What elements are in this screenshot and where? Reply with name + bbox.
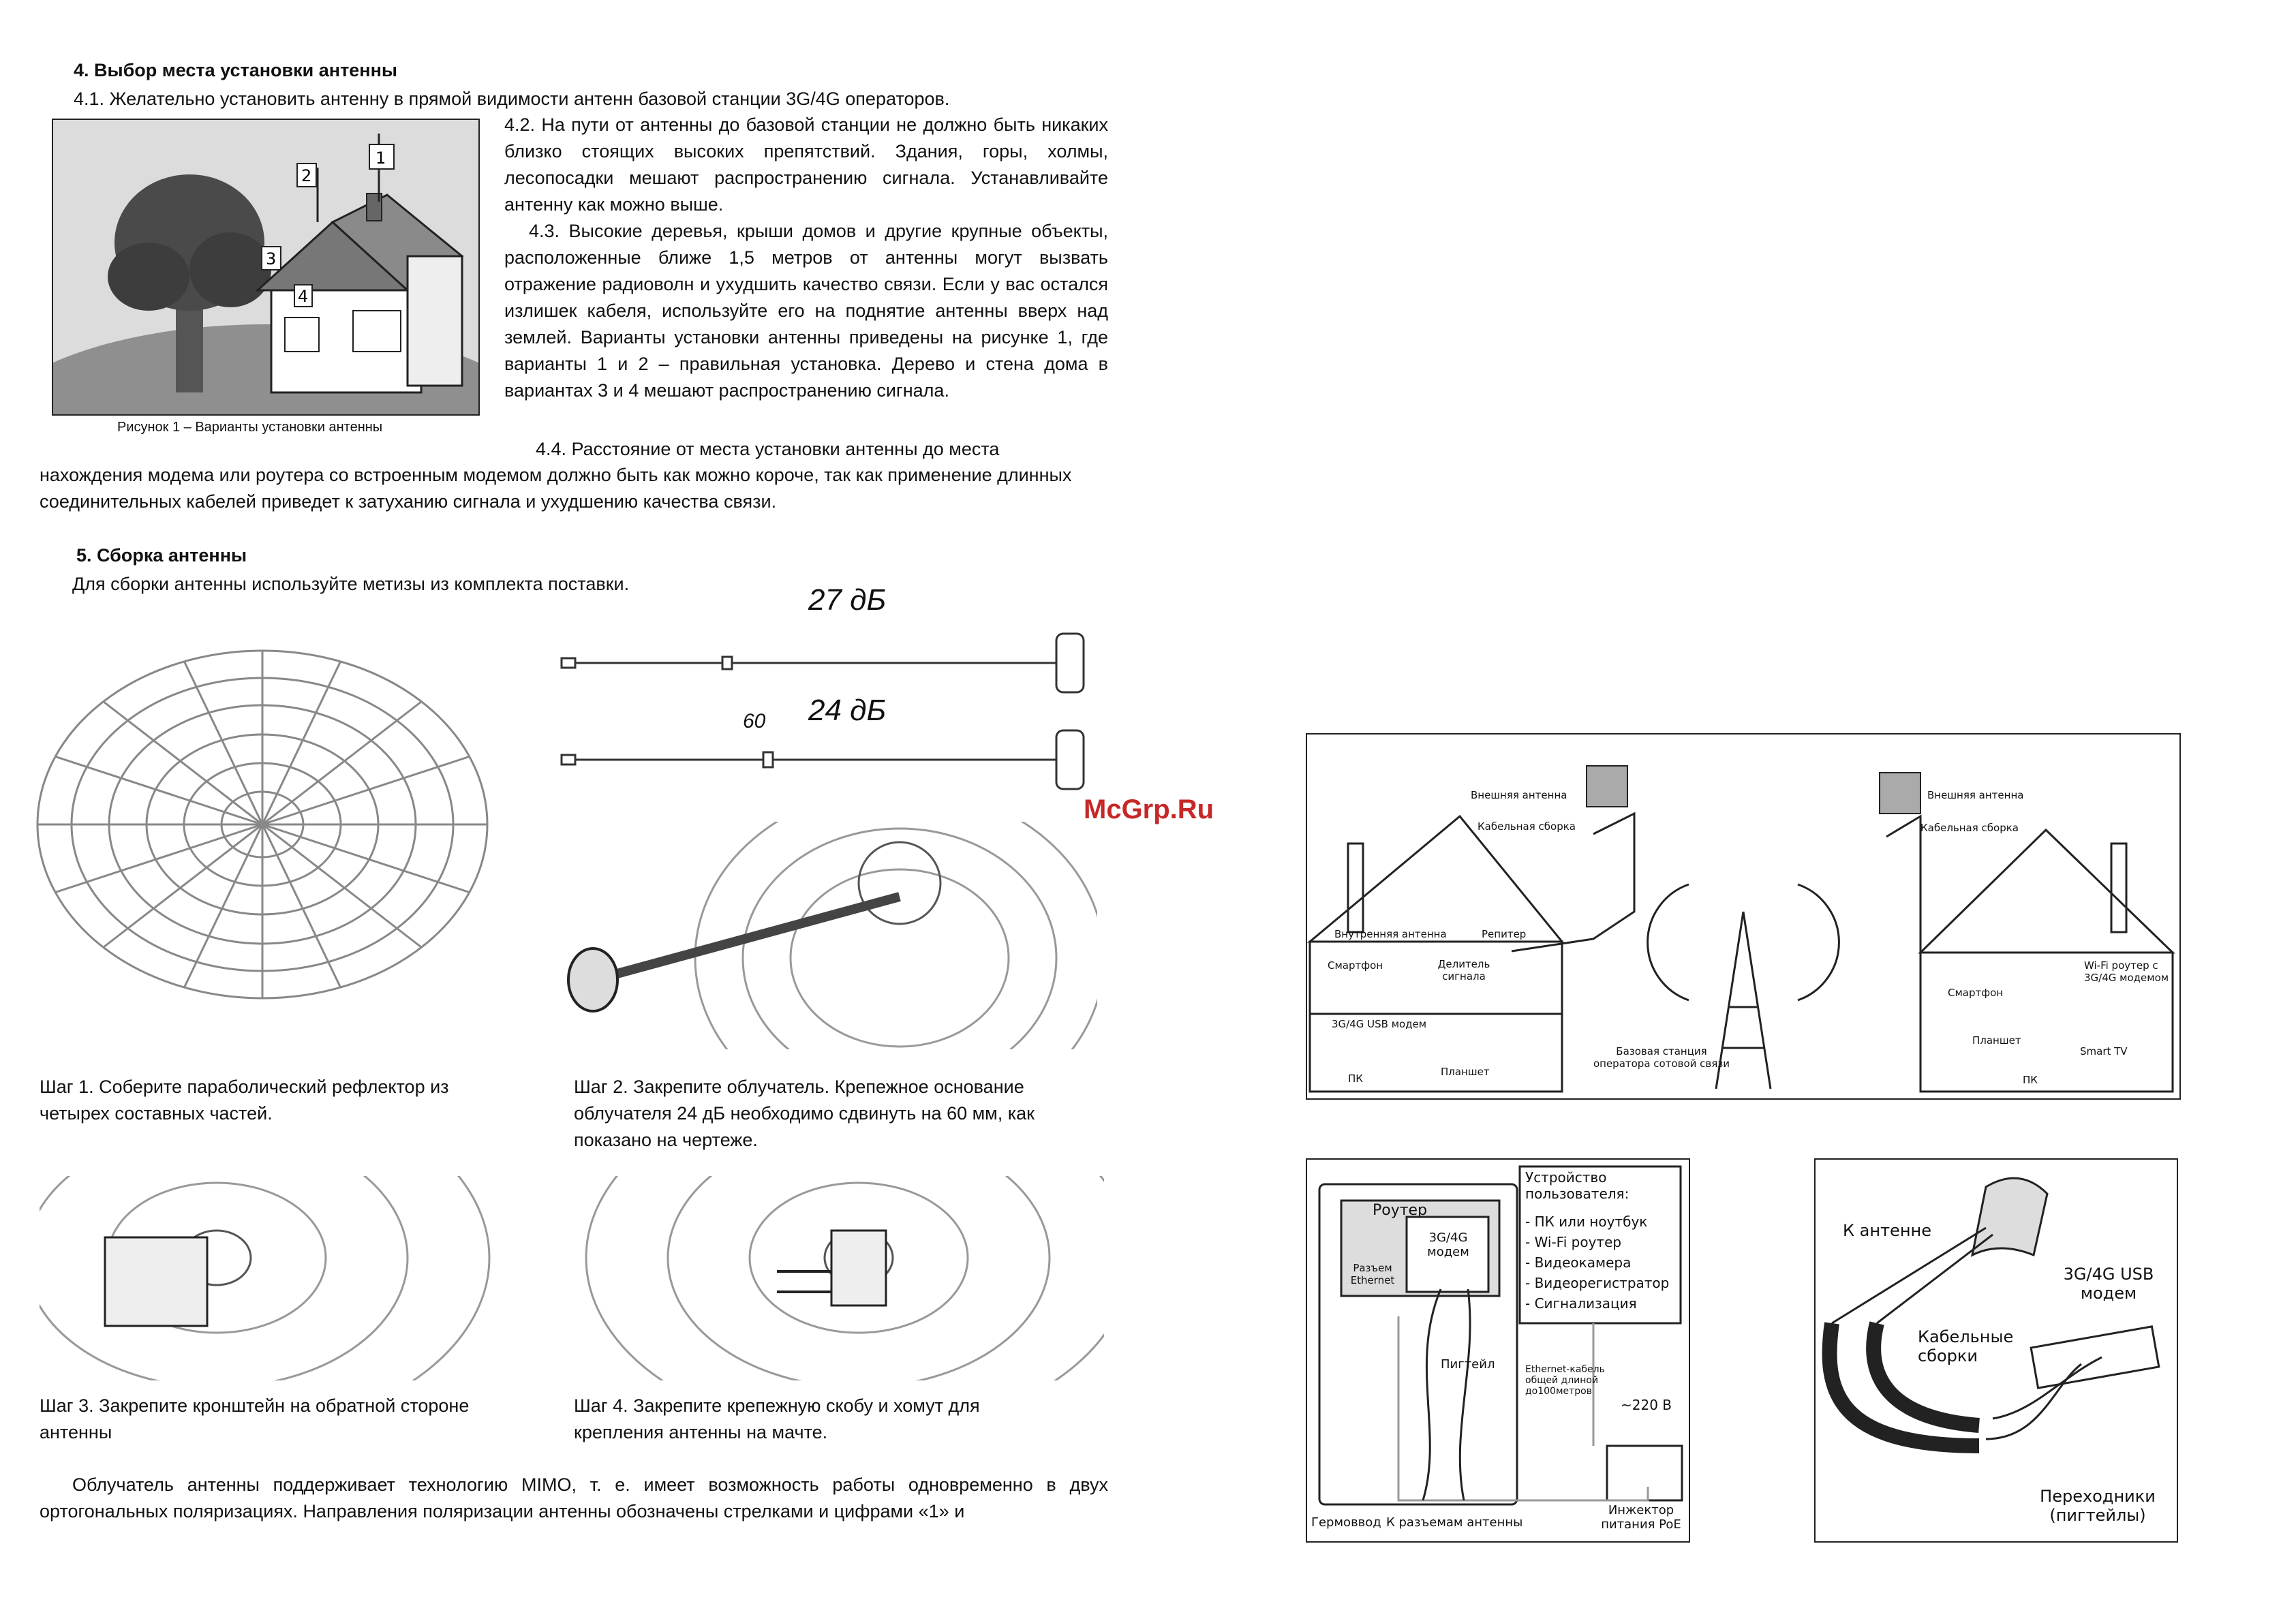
label-voltage: ~220 В (1621, 1397, 1672, 1413)
step2-svg (559, 822, 1097, 1049)
section5-intro: Для сборки антенны используйте метизы из комплекта поставки. (72, 574, 630, 594)
label-to-antenna: К антенне (1843, 1221, 1931, 1240)
router-diagram (1306, 1158, 1690, 1543)
label-ethernet-port: Разъем Ethernet (1350, 1262, 1395, 1286)
label-poe: Инжектор питания PoE (1601, 1503, 1681, 1532)
step1-text: Шаг 1. Соберите параболический рефлектор из четырех составных частей. (40, 1077, 449, 1124)
label-cable-right: Кабельная сборка (1920, 822, 2019, 834)
label-adapters: Переходники (пигтейлы) (2040, 1487, 2156, 1525)
houses-diagram (1306, 733, 2181, 1100)
step4-svg (572, 1176, 1104, 1380)
label-ethernet-cable: Ethernet-кабель общей длиной до100метров (1525, 1364, 1605, 1397)
paragraph-4-2: 4.2. На пути от антенны до базовой станции не должно быть никаких близко стоящих высоких препятствий. Здания, горы, холмы, лесопосадки мешают распространению сигнала. Устанавливайте антенну как можно выше. (504, 114, 1108, 215)
label-smart-tv: Smart TV (2080, 1045, 2128, 1057)
marker-3: 3 (266, 249, 277, 268)
marker-2: 2 (301, 166, 312, 185)
marker-1: 1 (376, 149, 386, 168)
gain-24-label: 24 дБ (808, 694, 887, 727)
label-pc-right: ПК (2023, 1074, 2038, 1086)
offset-60-label: 60 (743, 710, 766, 732)
label-to-connectors: К разъемам антенны (1386, 1515, 1523, 1530)
step3-svg (40, 1176, 517, 1380)
figure-1-illustration (53, 120, 478, 414)
usb-diagram (1814, 1158, 2178, 1543)
reflector-svg (27, 640, 498, 1070)
figure-1 (52, 119, 480, 416)
label-ext-antenna-left: Внешняя антенна (1471, 789, 1567, 801)
step4-text: Шаг 4. Закрепите крепежную скобу и хомут для крепления антенны на мачте. (574, 1395, 980, 1442)
user-device-item: - Видеорегистратор (1525, 1275, 1670, 1291)
label-tablet-left: Планшет (1441, 1066, 1490, 1078)
label-int-antenna: Внутренняя антенна (1334, 928, 1447, 940)
label-tablet-right: Планшет (1972, 1034, 2021, 1047)
section4-heading: 4. Выбор места установки антенны (74, 60, 397, 80)
label-usb-modem-left: 3G/4G USB модем (1332, 1018, 1427, 1030)
watermark: McGrp.Ru (1084, 794, 1214, 824)
label-ext-antenna-right: Внешняя антенна (1927, 789, 2024, 801)
section5-heading: 5. Сборка антенны (76, 545, 247, 566)
label-splitter: Делитель сигнала (1437, 958, 1490, 983)
label-smartphone-left: Смартфон (1328, 959, 1383, 972)
houses-svg (1307, 735, 2179, 1098)
reflector-front-drawing (27, 640, 498, 1070)
step3-text: Шаг 3. Закрепите кронштейн на обратной стороне антенны (40, 1395, 470, 1442)
user-device-item: - ПК или ноутбук (1525, 1214, 1648, 1230)
label-smartphone-right: Смартфон (1948, 987, 2004, 999)
paragraph-4-4-start: 4.4. Расстояние от места установки антенны до места (536, 439, 1000, 459)
mimo-paragraph: Облучатель антенны поддерживает технологию MIMO, т. е. имеет возможность работы одновременно в двух ортогональных поляризациях. Направления поляризации антенны обозначены стрелками и цифрами «1» и (40, 1474, 1108, 1521)
step3-drawing (40, 1176, 517, 1380)
step2-drawing (559, 822, 1097, 1049)
label-pc-left: ПК (1348, 1072, 1363, 1085)
paragraph-4-3: 4.3. Высокие деревья, крыши домов и другие крупные объекты, расположенные ближе 1,5 метров от антенны могут вызвать отражение радиоволн и ухудшить качество связи. Если у вас остался излишек кабеля, используйте его на поднятие антенны вверх над землей. Варианты установки антенны приведены на рисунке 1, где варианты 1 и 2 – правильная установка. Дерево и стена дома в вариантах 3 и 4 мешают распространению сигнала. (504, 221, 1108, 401)
label-router: Роутер (1373, 1202, 1428, 1219)
label-wifi-router: Wi-Fi роутер с 3G/4G модемом (2084, 959, 2169, 984)
label-usb-modem: 3G/4G USB модем (2063, 1265, 2154, 1303)
step4-drawing (572, 1176, 1104, 1380)
marker-4: 4 (298, 287, 309, 306)
label-repeater: Репитер (1482, 928, 1527, 940)
label-base-station: Базовая станция оператора сотовой связи (1593, 1045, 1730, 1070)
label-modem: 3G/4G модем (1427, 1231, 1469, 1259)
label-cable-left: Кабельная сборка (1478, 820, 1576, 833)
label-cables: Кабельные сборки (1918, 1327, 2014, 1365)
paragraph-4-1: 4.1. Желательно установить антенну в прямой видимости антенн базовой станции 3G/4G операторов. (74, 89, 950, 109)
user-device-item: - Wi-Fi роутер (1525, 1234, 1622, 1250)
gain-27-label: 27 дБ (808, 583, 887, 617)
user-device-item: - Видеокамера (1525, 1254, 1632, 1271)
user-device-item: - Сигнализация (1525, 1295, 1637, 1312)
figure-1-caption: Рисунок 1 – Варианты установки антенны (117, 420, 383, 435)
label-pigtail: Пигтейл (1441, 1357, 1495, 1372)
paragraph-4-4-rest: нахождения модема или роутера со встроенным модемом должно быть как можно короче, так как применение длинных соединительных кабелей приведет к затуханию сигнала и ухудшению качества связи. (40, 465, 1072, 512)
step2-text: Шаг 2. Закрепите облучатель. Крепежное основание облучателя 24 дБ необходимо сдвинуть на 60 мм, как показано на чертеже. (574, 1077, 1035, 1150)
label-gland: Гермоввод (1311, 1515, 1381, 1530)
label-user-device: Устройство пользователя: (1525, 1169, 1629, 1202)
user-device-list (1525, 1211, 1669, 1314)
